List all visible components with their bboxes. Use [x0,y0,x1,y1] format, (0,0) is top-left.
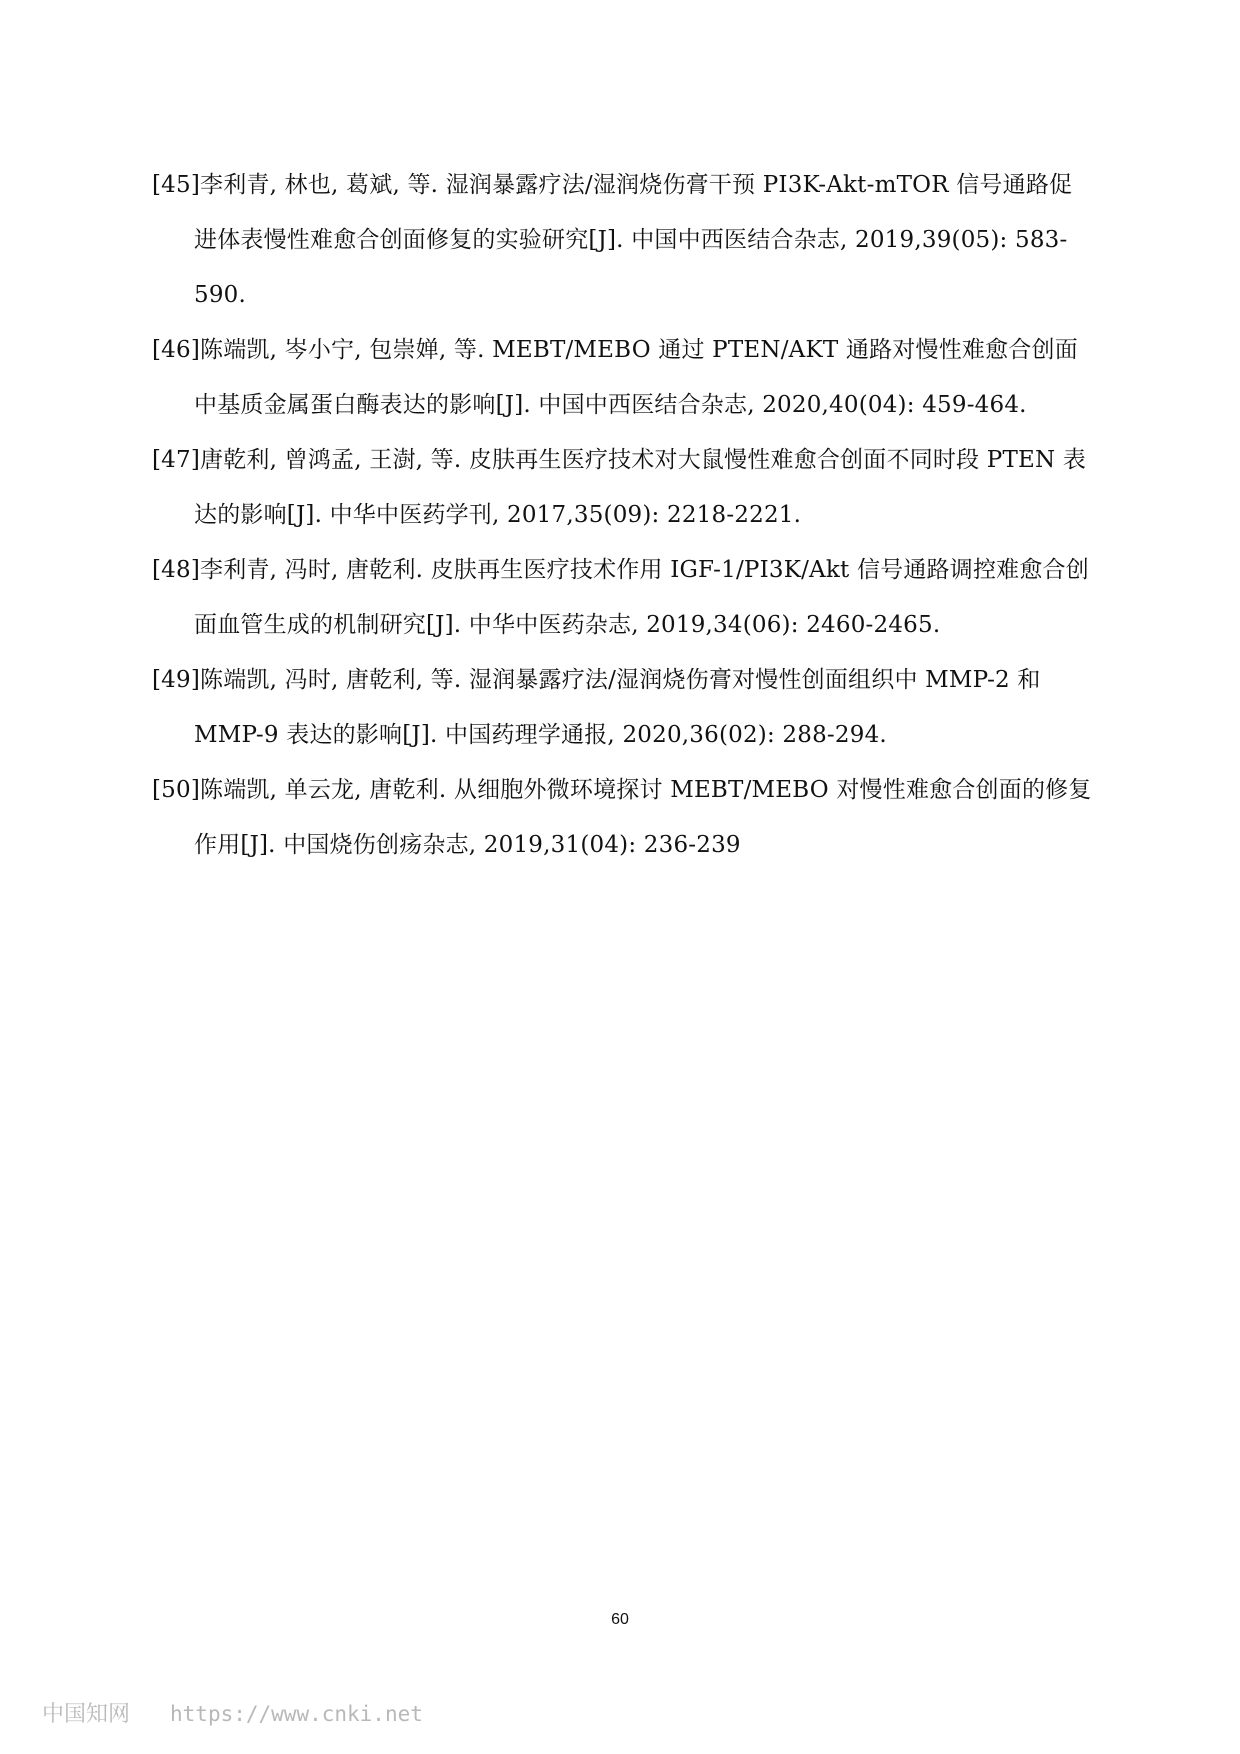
reference-49: [49]陈端凯, 冯时, 唐乾利, 等. 湿润暴露疗法/湿润烧伤膏对慢性创面组织中 MMP-2 和 MMP-9 表达的影响[J]. 中国药理学通报, 2020,36(02): 288-294. [152,667,1041,748]
reference-48: [48]李利青, 冯时, 唐乾利. 皮肤再生医疗技术作用 IGF-1/PI3K/Akt 信号通路调控难愈合创面血管生成的机制研究[J]. 中华中医药杂志, 2019,34(06): 2460-2465. [152,557,1089,638]
reference-list [152,158,1092,873]
watermark-url: https://www.cnki.net [170,1702,423,1726]
reference-50: [50]陈端凯, 单云龙, 唐乾利. 从细胞外微环境探讨 MEBT/MEBO 对慢性难愈合创面的修复作用[J]. 中国烧伤创疡杂志, 2019,31(04): 236-239 [152,777,1092,858]
cnki-watermark [42,1697,423,1728]
reference-46: [46]陈端凯, 岑小宁, 包崇婵, 等. MEBT/MEBO 通过 PTEN/AKT 通路对慢性难愈合创面中基质金属蛋白酶表达的影响[J]. 中国中西医结合杂志, 2020,40(04): 459-464. [152,337,1078,418]
page-number: 60 [611,1611,629,1628]
reference-47: [47]唐乾利, 曾鸿孟, 王澍, 等. 皮肤再生医疗技术对大鼠慢性难愈合创面不同时段 PTEN 表达的影响[J]. 中华中医药学刊, 2017,35(09): 2218-2221. [152,447,1087,528]
reference-45: [45]李利青, 林也, 葛斌, 等. 湿润暴露疗法/湿润烧伤膏干预 PI3K-Akt-mTOR 信号通路促进体表慢性难愈合创面修复的实验研究[J]. 中国中西医结合杂志, 2019,39(05): 583-590. [152,172,1073,308]
watermark-name: 中国知网 [42,1702,131,1727]
